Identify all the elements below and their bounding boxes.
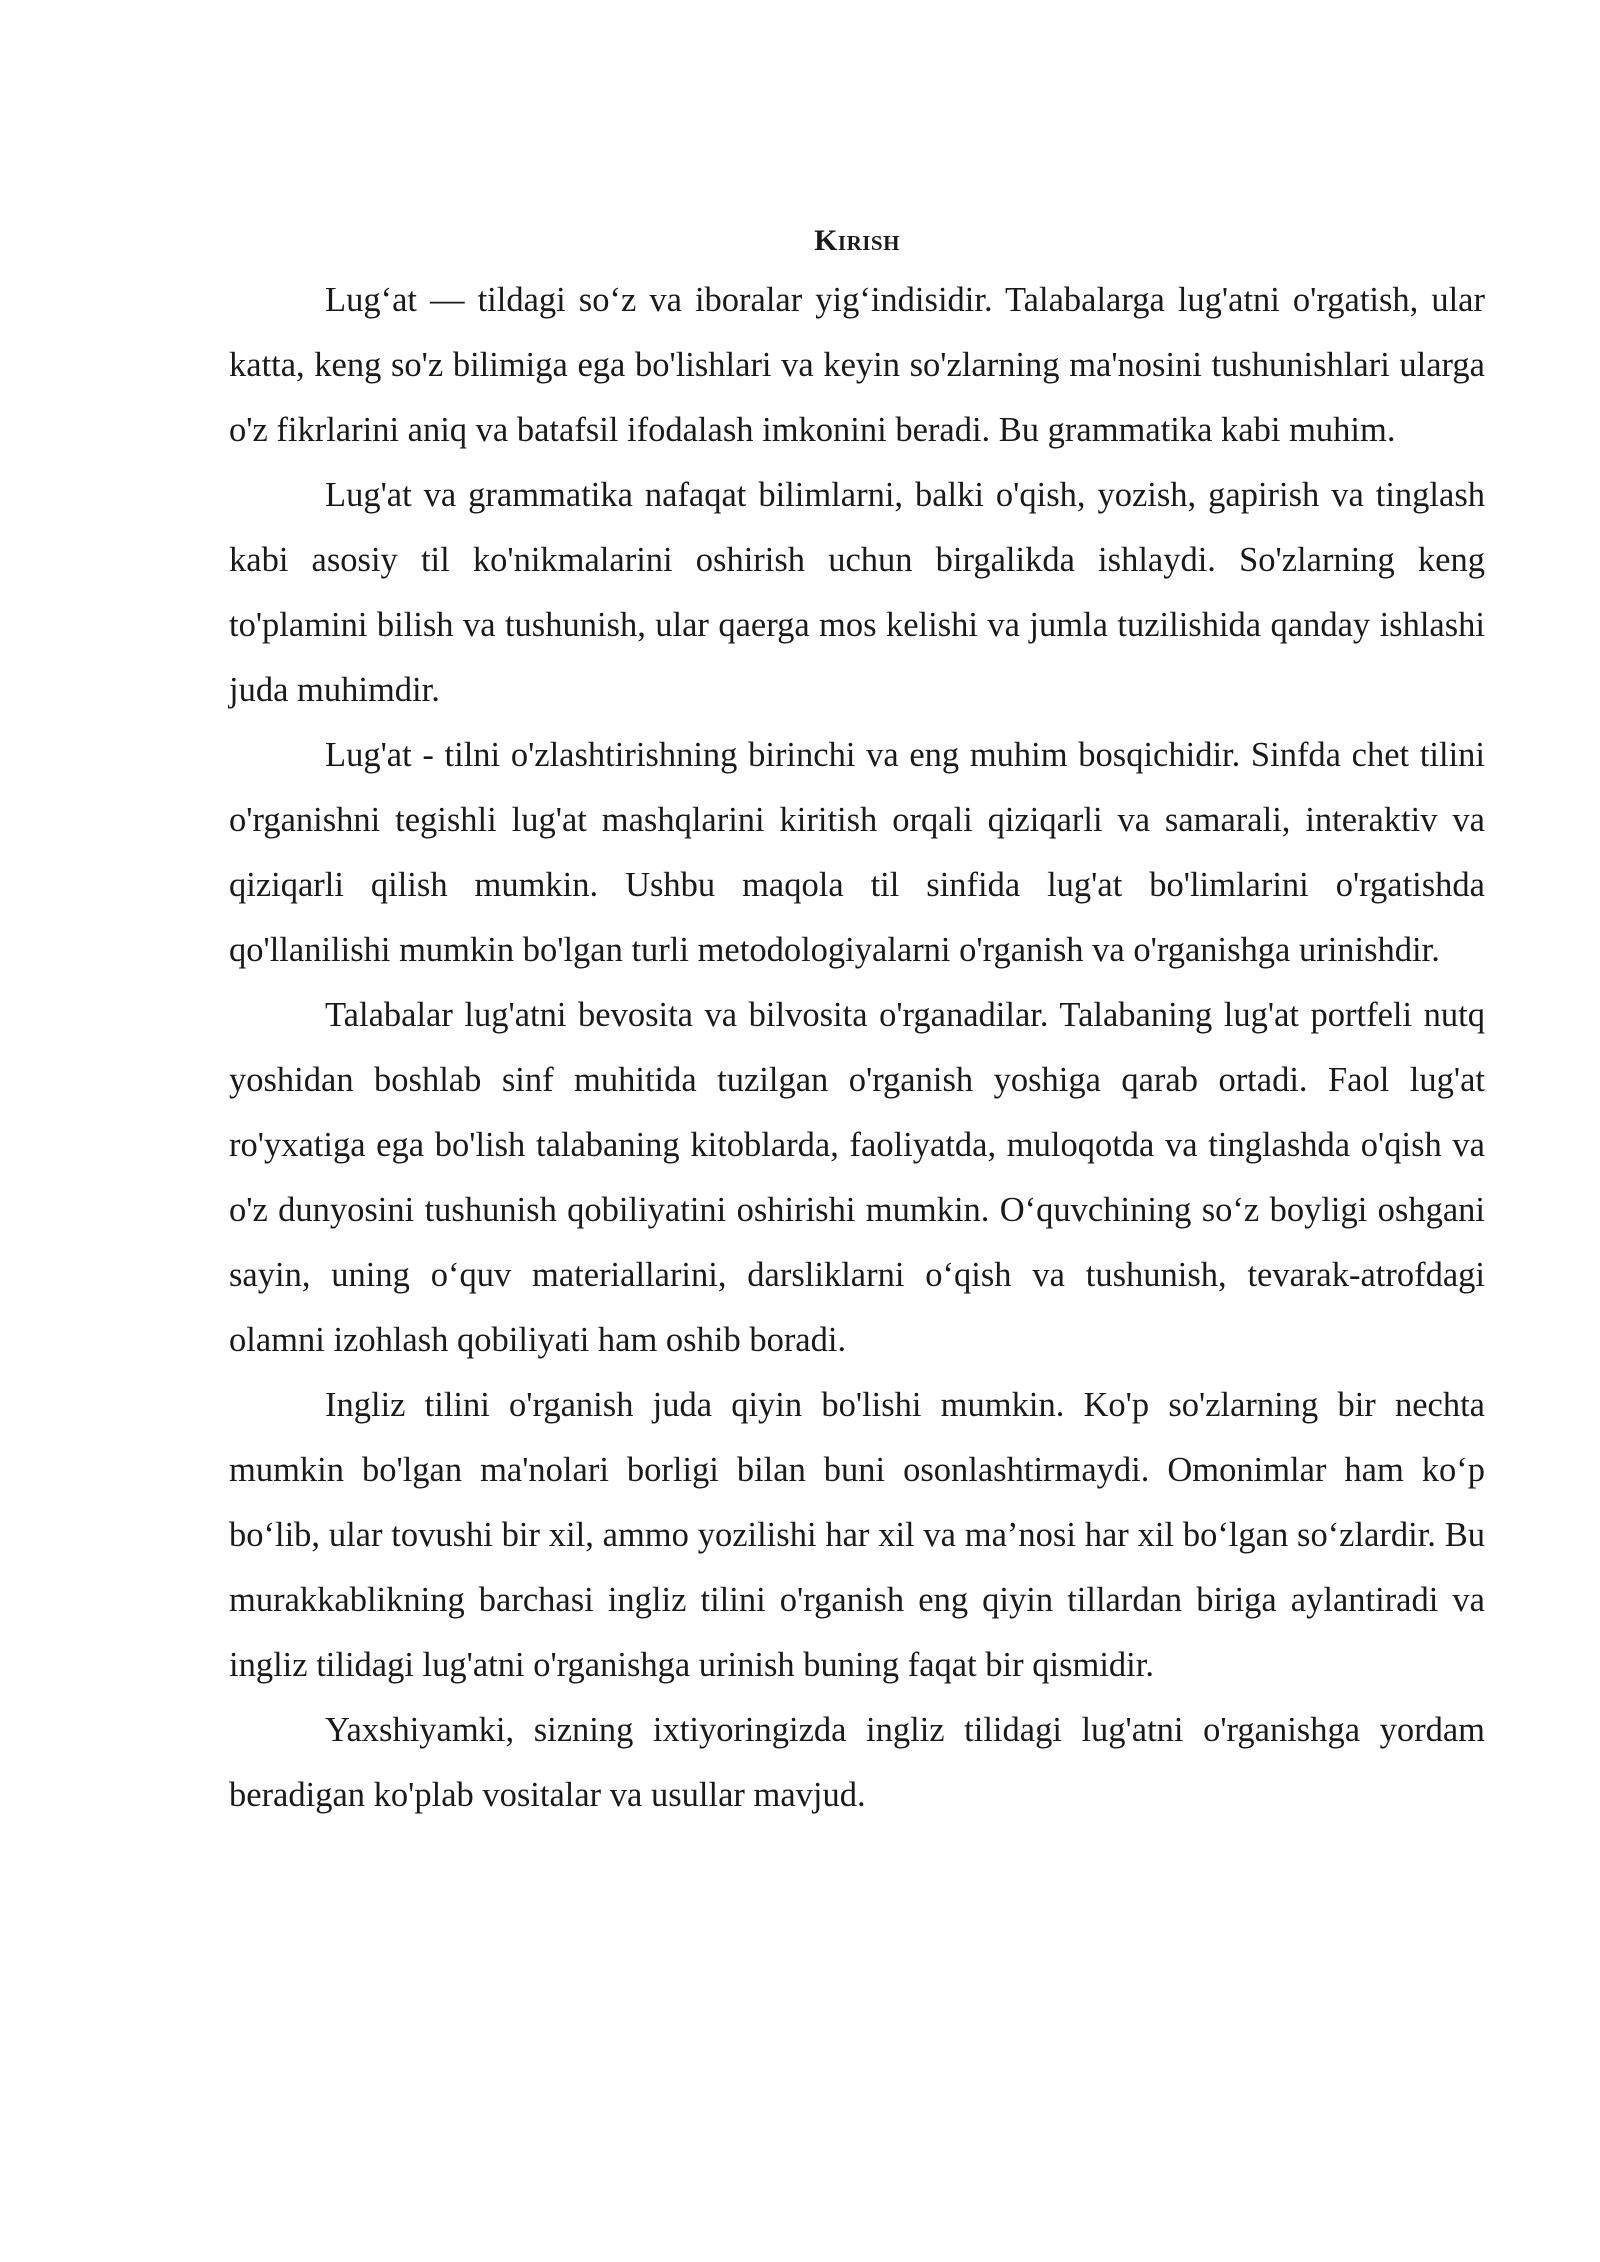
- paragraph: Lug'at - tilni o'zlashtirishning birinchi va eng muhim bosqichidir. Sinfda chet tilini o'rganishni tegishli lug'at mashqlarini kiritish orqali qiziqarli va samarali, interaktiv va qiziqarli qilish mumkin. Ushbu maqola til sinfida lug'at bo'limlarini o'rgatishda qo'llanilishi mumkin bo'lgan turli metodologiyalarni o'rganish va o'rganishga urinishdir.: [229, 736, 1485, 969]
- paragraph: Lug‘at — tildagi so‘z va iboralar yig‘indisidir. Talabalarga lug'atni o'rgatish, ular katta, keng so'z bilimiga ega bo'lishlari va keyin so'zlarning ma'nosini tushunishlari ularga o'z fikrlarini aniq va batafsil ifodalash imkonini beradi. Bu grammatika kabi muhim.: [229, 281, 1485, 449]
- paragraph: Talabalar lug'atni bevosita va bilvosita o'rganadilar. Talabaning lug'at portfeli nutq yoshidan boshlab sinf muhitida tuzilgan o'rganish yoshiga qarab ortadi. Faol lug'at ro'yxatiga ega bo'lish talabaning kitoblarda, faoliyatda, muloqotda va tinglashda o'qish va o'z dunyosini tushunish qobiliyatini oshirishi mumkin. O‘quvchining so‘z boyligi oshgani sayin, uning o‘quv materiallarini, darsliklarni o‘qish va tushunish, tevarak-atrofdagi olamni izohlash qobiliyati ham oshib boradi.: [229, 996, 1485, 1359]
- paragraph: Lug'at va grammatika nafaqat bilimlarni, balki o'qish, yozish, gapirish va tinglash kabi asosiy til ko'nikmalarini oshirish uchun birgalikda ishlaydi. So'zlarning keng to'plamini bilish va tushunish, ular qaerga mos kelishi va jumla tuzilishida qanday ishlashi juda muhimdir.: [229, 476, 1485, 709]
- section-title: Kirish: [814, 224, 900, 257]
- paragraph: Ingliz tilini o'rganish juda qiyin bo'lishi mumkin. Ko'p so'zlarning bir nechta mumkin bo'lgan ma'nolari borligi bilan buni osonlashtirmaydi. Omonimlar ham ko‘p bo‘lib, ular tovushi bir xil, ammo yozilishi har xil va ma’nosi har xil bo‘lgan so‘zlardir. Bu murakkablikning barchasi ingliz tilini o'rganish eng qiyin tillardan biriga aylantiradi va ingliz tilidagi lug'atni o'rganishga urinish buning faqat bir qismidir.: [229, 1386, 1485, 1684]
- paragraph: Yaxshiyamki, sizning ixtiyoringizda ingliz tilidagi lug'atni o'rganishga yordam beradigan ko'plab vositalar va usullar mavjud.: [229, 1711, 1485, 1814]
- document-body: [229, 218, 1485, 1828]
